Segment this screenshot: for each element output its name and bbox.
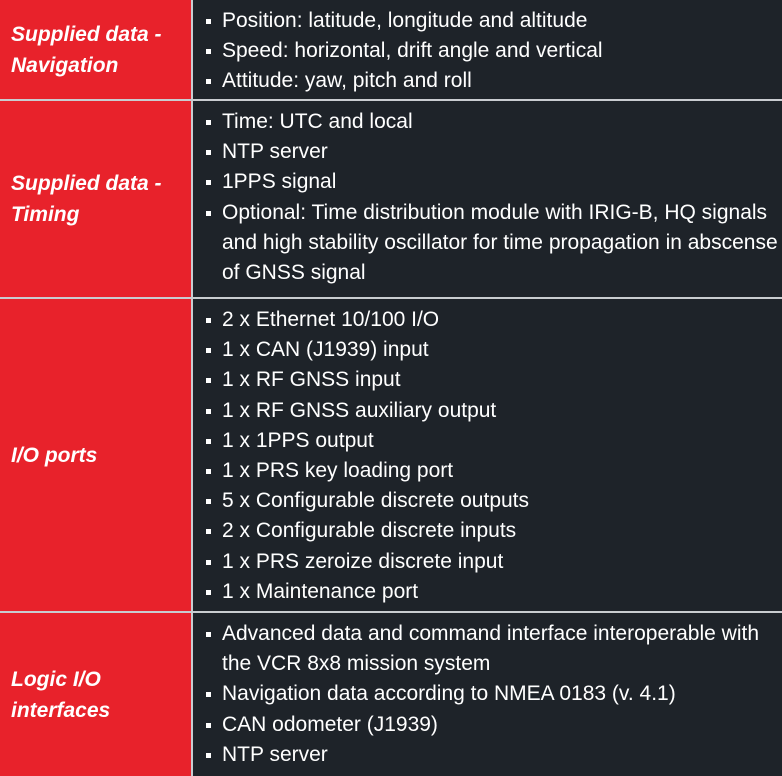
bullet-list (205, 6, 782, 97)
row-label (0, 0, 193, 99)
list-item: 1 x PRS zeroize discrete input (205, 547, 782, 577)
row-label-line: Navigation (11, 53, 119, 77)
row-label-line: interfaces (11, 698, 111, 722)
list-item: 1 x Maintenance port (205, 577, 782, 607)
row-supplied-data-navigation (0, 0, 782, 101)
list-item: NTP server (205, 740, 782, 770)
bullet-list (205, 107, 782, 288)
row-values (193, 613, 782, 776)
row-label-line: Logic I/O (11, 667, 101, 691)
row-label (0, 613, 193, 776)
row-io-ports (0, 299, 782, 613)
list-item: 1 x CAN (J1939) input (205, 335, 782, 365)
list-item: Advanced data and command interface interoperable with the VCR 8x8 mission system (205, 619, 782, 679)
list-item: NTP server (205, 137, 782, 167)
row-values (193, 101, 782, 297)
list-item: 5 x Configurable discrete outputs (205, 486, 782, 516)
list-item: 2 x Configurable discrete inputs (205, 516, 782, 546)
row-values (193, 0, 782, 99)
bullet-list (205, 619, 782, 770)
row-values (193, 299, 782, 611)
list-item: 1 x RF GNSS input (205, 365, 782, 395)
row-label (0, 299, 193, 611)
list-item: Time: UTC and local (205, 107, 782, 137)
list-item: Navigation data according to NMEA 0183 (v. 4.1) (205, 679, 782, 709)
row-logic-io-interfaces (0, 613, 782, 776)
list-item: CAN odometer (J1939) (205, 710, 782, 740)
list-item: Attitude: yaw, pitch and roll (205, 66, 782, 96)
list-item: 1 x 1PPS output (205, 426, 782, 456)
list-item: Position: latitude, longitude and altitude (205, 6, 782, 36)
row-label (0, 101, 193, 297)
row-label-line: Supplied data - (11, 172, 162, 195)
list-item: Optional: Time distribution module with IRIG-B, HQ signals and high stability oscillator for time propagation in abscense of GNSS signal (205, 198, 782, 289)
row-supplied-data-timing (0, 101, 782, 299)
list-item: 1 x PRS key loading port (205, 456, 782, 486)
row-label-line: I/O ports (11, 443, 98, 467)
list-item: 1 x RF GNSS auxiliary output (205, 396, 782, 426)
bullet-list (205, 305, 782, 607)
row-label-line: Supplied data - (11, 22, 162, 46)
list-item: 1PPS signal (205, 167, 782, 197)
list-item: Speed: horizontal, drift angle and vertical (205, 36, 782, 66)
list-item: 2 x Ethernet 10/100 I/O (205, 305, 782, 335)
row-label-line: Timing (11, 203, 80, 226)
